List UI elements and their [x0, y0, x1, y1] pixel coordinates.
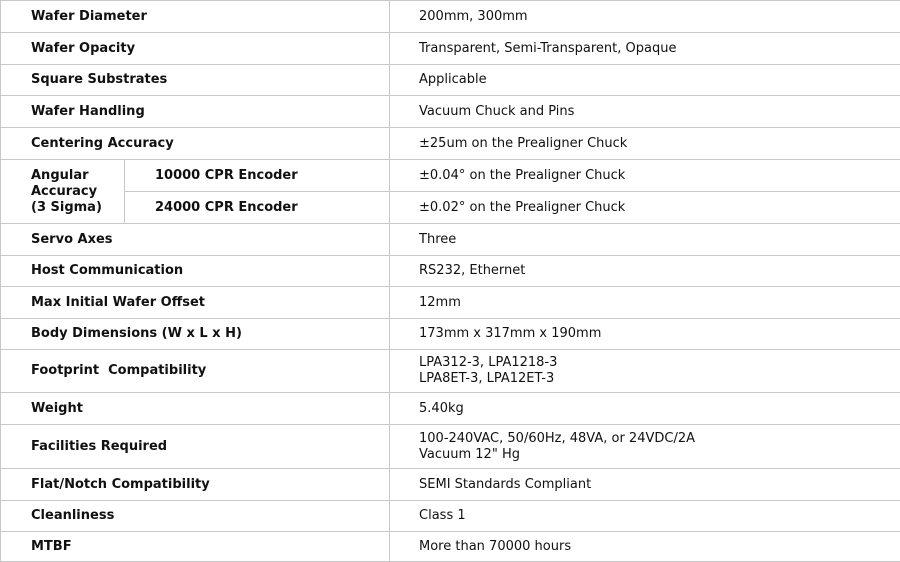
spec-row-centering-accuracy	[1, 128, 900, 160]
spec-label: Body Dimensions (W x L x H)	[1, 319, 390, 350]
spec-label: Wafer Diameter	[1, 1, 390, 33]
group-label-line: (3 Sigma)	[31, 200, 124, 216]
spec-row-body-dimensions	[1, 319, 900, 350]
spec-row-angular-accuracy-10000	[1, 160, 900, 192]
angular-accuracy-group-label	[1, 160, 125, 224]
spec-value	[390, 425, 900, 469]
spec-value: More than 70000 hours	[390, 532, 900, 562]
spec-row-host-communication	[1, 256, 900, 287]
spec-value: 200mm, 300mm	[390, 1, 900, 33]
spec-row-flat-notch-compatibility	[1, 469, 900, 501]
spec-sublabel: 24000 CPR Encoder	[125, 192, 390, 224]
spec-value: 12mm	[390, 287, 900, 319]
spec-label: Flat/Notch Compatibility	[1, 469, 390, 501]
group-label-line: Accuracy	[31, 184, 124, 200]
spec-label: Max Initial Wafer Offset	[1, 287, 390, 319]
spec-value: Transparent, Semi-Transparent, Opaque	[390, 33, 900, 65]
spec-label: Servo Axes	[1, 224, 390, 256]
spec-row-square-substrates	[1, 65, 900, 96]
spec-value: Vacuum Chuck and Pins	[390, 96, 900, 128]
spec-value: ±25um on the Prealigner Chuck	[390, 128, 900, 160]
group-label-line: Angular	[31, 168, 124, 184]
spec-row-cleanliness	[1, 501, 900, 532]
spec-value-line: LPA312-3, LPA1218-3	[419, 355, 900, 371]
spec-row-weight	[1, 393, 900, 425]
spec-label: Square Substrates	[1, 65, 390, 96]
spec-row-max-initial-wafer-offset	[1, 287, 900, 319]
spec-row-mtbf	[1, 532, 900, 562]
spec-value: Three	[390, 224, 900, 256]
spec-value	[390, 350, 900, 393]
spec-value: Class 1	[390, 501, 900, 532]
spec-value: Applicable	[390, 65, 900, 96]
spec-row-wafer-opacity	[1, 33, 900, 65]
spec-label: Wafer Handling	[1, 96, 390, 128]
spec-label: Footprint Compatibility	[1, 350, 390, 393]
spec-value-line: 100-240VAC, 50/60Hz, 48VA, or 24VDC/2A	[419, 431, 900, 447]
spec-label: Facilities Required	[1, 425, 390, 469]
spec-row-wafer-diameter	[1, 1, 900, 33]
spec-label: MTBF	[1, 532, 390, 562]
spec-row-facilities-required	[1, 425, 900, 469]
spec-value: 5.40kg	[390, 393, 900, 425]
spec-value: ±0.02° on the Prealigner Chuck	[390, 192, 900, 224]
spec-sublabel: 10000 CPR Encoder	[125, 160, 390, 192]
spec-row-footprint-compatibility	[1, 350, 900, 393]
spec-value: RS232, Ethernet	[390, 256, 900, 287]
spec-value-line: LPA8ET-3, LPA12ET-3	[419, 371, 900, 387]
spec-row-servo-axes	[1, 224, 900, 256]
spec-label: Host Communication	[1, 256, 390, 287]
spec-value-line: Vacuum 12" Hg	[419, 447, 900, 463]
spec-label: Centering Accuracy	[1, 128, 390, 160]
spec-row-angular-accuracy-24000	[1, 192, 900, 224]
spec-value: SEMI Standards Compliant	[390, 469, 900, 501]
spec-value: ±0.04° on the Prealigner Chuck	[390, 160, 900, 192]
spec-value: 173mm x 317mm x 190mm	[390, 319, 900, 350]
spec-row-wafer-handling	[1, 96, 900, 128]
spec-label: Cleanliness	[1, 501, 390, 532]
spec-label: Wafer Opacity	[1, 33, 390, 65]
spec-label: Weight	[1, 393, 390, 425]
